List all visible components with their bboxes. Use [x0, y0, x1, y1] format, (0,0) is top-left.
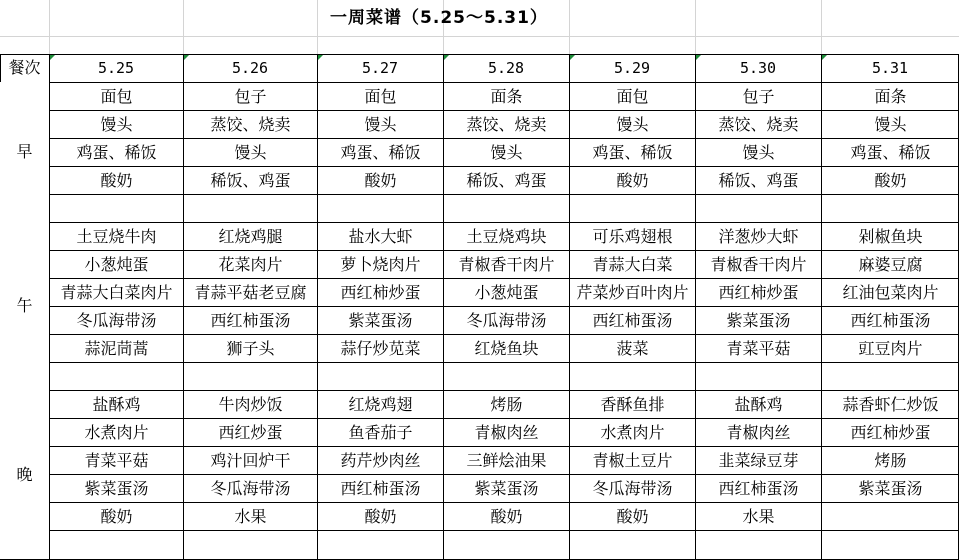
menu-item-cell[interactable]: 西红柿蛋汤: [340, 478, 421, 498]
menu-item-cell[interactable]: [570, 195, 695, 222]
meal-label: 午: [0, 222, 49, 390]
menu-item-cell[interactable]: [50, 363, 183, 390]
menu-item-cell[interactable]: 馒头: [100, 114, 133, 134]
menu-item-cell[interactable]: 蒸饺、烧卖: [210, 114, 291, 134]
comment-marker-icon: [822, 55, 827, 60]
menu-item-cell[interactable]: 牛肉炒饭: [218, 394, 283, 414]
menu-item-cell[interactable]: 紫菜蛋汤: [348, 310, 413, 330]
menu-item-cell[interactable]: 馒头: [490, 142, 523, 162]
menu-item-cell[interactable]: 鱼香茄子: [348, 422, 413, 442]
menu-item-cell[interactable]: [184, 531, 317, 559]
menu-item-cell[interactable]: 面条: [490, 86, 523, 106]
gridline-vertical-light: [821, 0, 822, 54]
menu-item-cell[interactable]: 酸奶: [364, 506, 397, 526]
menu-item-cell[interactable]: [570, 363, 695, 390]
menu-item-cell[interactable]: 青菜平菇: [726, 338, 791, 358]
menu-item-cell[interactable]: 水果: [742, 506, 775, 526]
menu-item-cell[interactable]: [318, 531, 443, 559]
menu-item-cell[interactable]: 冬瓜海带汤: [466, 310, 547, 330]
menu-item-cell[interactable]: 冬瓜海带汤: [592, 478, 673, 498]
menu-item-cell[interactable]: 花菜肉片: [218, 254, 283, 274]
date-header[interactable]: 5.29: [613, 58, 651, 77]
comment-marker-icon: [318, 55, 323, 60]
menu-item-cell[interactable]: 西红柿炒蛋: [850, 422, 931, 442]
menu-item-cell[interactable]: [50, 531, 183, 559]
date-header[interactable]: 5.25: [97, 58, 135, 77]
menu-item-cell[interactable]: 西红柿炒蛋: [718, 282, 799, 302]
menu-item-cell[interactable]: 水煮肉片: [600, 422, 665, 442]
menu-item-cell[interactable]: 面包: [616, 86, 649, 106]
menu-item-cell[interactable]: 水煮肉片: [84, 422, 149, 442]
menu-item-cell[interactable]: 包子: [742, 86, 775, 106]
menu-item-cell[interactable]: [822, 363, 959, 390]
menu-item-cell[interactable]: 蒜仔炒苋菜: [340, 338, 421, 358]
menu-item-cell[interactable]: 青蒜平菇老豆腐: [194, 282, 307, 302]
menu-item-cell[interactable]: 酸奶: [874, 170, 907, 190]
menu-item-cell[interactable]: 酸奶: [100, 506, 133, 526]
sheet-title: 一周菜谱（5.25～5.31）: [330, 7, 548, 28]
menu-item-cell[interactable]: 紫菜蛋汤: [726, 310, 791, 330]
menu-item-cell[interactable]: 萝卜烧肉片: [340, 254, 421, 274]
menu-item-cell[interactable]: 鸡蛋、稀饭: [76, 142, 157, 162]
menu-item-cell[interactable]: [822, 195, 959, 222]
menu-item-cell[interactable]: 盐酥鸡: [734, 394, 783, 414]
menu-item-cell[interactable]: 蒸饺、烧卖: [718, 114, 799, 134]
menu-item-cell[interactable]: [184, 195, 317, 222]
menu-item-cell[interactable]: [444, 363, 569, 390]
date-header[interactable]: 5.30: [739, 58, 777, 77]
menu-item-cell[interactable]: [822, 503, 959, 530]
menu-item-cell[interactable]: 西红柿炒蛋: [340, 282, 421, 302]
date-header[interactable]: 5.26: [231, 58, 269, 77]
menu-item-cell[interactable]: 鸡蛋、稀饭: [850, 142, 931, 162]
menu-item-cell[interactable]: 紫菜蛋汤: [858, 478, 923, 498]
menu-item-cell[interactable]: 可乐鸡翅根: [592, 226, 673, 246]
menu-item-cell[interactable]: 青椒土豆片: [592, 450, 673, 470]
menu-item-cell[interactable]: 紫菜蛋汤: [84, 478, 149, 498]
menu-item-cell[interactable]: 剁椒鱼块: [858, 226, 923, 246]
menu-item-cell[interactable]: 酸奶: [616, 506, 649, 526]
menu-item-cell[interactable]: 鸡汁回炉干: [210, 450, 291, 470]
menu-item-cell[interactable]: 韭菜绿豆芽: [718, 450, 799, 470]
menu-item-cell[interactable]: 面包: [364, 86, 397, 106]
menu-item-cell[interactable]: 红油包菜肉片: [842, 282, 939, 302]
menu-item-cell[interactable]: 豇豆肉片: [858, 338, 923, 358]
menu-item-cell[interactable]: 包子: [234, 86, 267, 106]
gridline-horizontal-light: [0, 36, 959, 37]
menu-item-cell[interactable]: 酸奶: [616, 170, 649, 190]
menu-item-cell[interactable]: 西红柿蛋汤: [718, 478, 799, 498]
menu-item-cell[interactable]: 西红柿蛋汤: [592, 310, 673, 330]
menu-item-cell[interactable]: 红烧鸡翅: [348, 394, 413, 414]
menu-item-cell[interactable]: 香酥鱼排: [600, 394, 665, 414]
comment-marker-icon: [444, 55, 449, 60]
menu-item-cell[interactable]: 狮子头: [226, 338, 275, 358]
menu-item-cell[interactable]: 稀饭、鸡蛋: [210, 170, 291, 190]
menu-item-cell[interactable]: 面条: [874, 86, 907, 106]
meal-label: 早: [0, 82, 49, 222]
date-header[interactable]: 5.28: [487, 58, 525, 77]
meal-label: 晚: [0, 390, 49, 559]
menu-item-cell[interactable]: 馒头: [742, 142, 775, 162]
gridline-vertical-light: [49, 0, 50, 54]
menu-item-cell[interactable]: 土豆烧牛肉: [76, 226, 157, 246]
menu-item-cell[interactable]: 药芹炒肉丝: [340, 450, 421, 470]
menu-item-cell[interactable]: 蒸饺、烧卖: [466, 114, 547, 134]
menu-item-cell[interactable]: 青蒜大白菜肉片: [60, 282, 173, 302]
menu-item-cell[interactable]: 稀饭、鸡蛋: [466, 170, 547, 190]
menu-item-cell[interactable]: [696, 195, 821, 222]
menu-item-cell[interactable]: [318, 195, 443, 222]
menu-item-cell[interactable]: [444, 531, 569, 559]
menu-item-cell[interactable]: [50, 195, 183, 222]
menu-item-cell[interactable]: 洋葱炒大虾: [718, 226, 799, 246]
menu-item-cell[interactable]: 酸奶: [100, 170, 133, 190]
menu-item-cell[interactable]: 水果: [234, 506, 267, 526]
menu-item-cell[interactable]: [318, 363, 443, 390]
menu-item-cell[interactable]: 烤肠: [874, 450, 907, 470]
menu-item-cell[interactable]: 鸡蛋、稀饭: [592, 142, 673, 162]
menu-item-cell[interactable]: 稀饭、鸡蛋: [718, 170, 799, 190]
menu-item-cell[interactable]: 菠菜: [616, 338, 649, 358]
comment-marker-icon: [50, 55, 55, 60]
menu-item-cell[interactable]: 三鲜烩油果: [466, 450, 547, 470]
menu-item-cell[interactable]: 小葱炖蛋: [474, 282, 539, 302]
date-header[interactable]: 5.31: [871, 58, 909, 77]
menu-item-cell[interactable]: [184, 363, 317, 390]
menu-item-cell[interactable]: 青菜平菇: [84, 450, 149, 470]
menu-item-cell[interactable]: 青椒香干肉片: [710, 254, 807, 274]
menu-item-cell[interactable]: 小葱炖蛋: [84, 254, 149, 274]
menu-item-cell[interactable]: 馒头: [616, 114, 649, 134]
menu-item-cell[interactable]: 蒜香虾仁炒饭: [842, 394, 939, 414]
menu-item-cell[interactable]: [696, 531, 821, 559]
menu-item-cell[interactable]: 鸡蛋、稀饭: [340, 142, 421, 162]
menu-item-cell[interactable]: 青椒肉丝: [474, 422, 539, 442]
menu-item-cell[interactable]: 冬瓜海带汤: [210, 478, 291, 498]
menu-item-cell[interactable]: 酸奶: [490, 506, 523, 526]
gridline-vertical-light: [695, 0, 696, 54]
menu-item-cell[interactable]: 青蒜大白菜: [592, 254, 673, 274]
menu-item-cell[interactable]: 冬瓜海带汤: [76, 310, 157, 330]
menu-item-cell[interactable]: 芹菜炒百叶肉片: [576, 282, 689, 302]
menu-item-cell[interactable]: [696, 363, 821, 390]
menu-item-cell[interactable]: 麻婆豆腐: [858, 254, 923, 274]
menu-item-cell[interactable]: 青椒香干肉片: [458, 254, 555, 274]
menu-item-cell[interactable]: 盐水大虾: [348, 226, 413, 246]
date-header[interactable]: 5.27: [361, 58, 399, 77]
comment-marker-icon: [184, 55, 189, 60]
menu-item-cell[interactable]: [444, 195, 569, 222]
menu-item-cell[interactable]: 西红炒蛋: [218, 422, 283, 442]
menu-item-cell[interactable]: 青椒肉丝: [726, 422, 791, 442]
menu-item-cell[interactable]: 蒜泥茼蒿: [84, 338, 149, 358]
menu-item-cell[interactable]: 馒头: [364, 114, 397, 134]
menu-item-cell[interactable]: [570, 531, 695, 559]
menu-item-cell[interactable]: 馒头: [234, 142, 267, 162]
menu-item-cell[interactable]: 西红柿蛋汤: [210, 310, 291, 330]
menu-item-cell[interactable]: 红烧鱼块: [474, 338, 539, 358]
menu-item-cell[interactable]: 烤肠: [490, 394, 523, 414]
menu-item-cell[interactable]: 紫菜蛋汤: [474, 478, 539, 498]
comment-marker-icon: [570, 55, 575, 60]
menu-item-cell[interactable]: 土豆烧鸡块: [466, 226, 547, 246]
menu-item-cell[interactable]: [822, 531, 959, 559]
menu-item-cell[interactable]: 酸奶: [364, 170, 397, 190]
menu-item-cell[interactable]: 面包: [100, 86, 133, 106]
comment-marker-icon: [696, 55, 701, 60]
menu-item-cell[interactable]: 红烧鸡腿: [218, 226, 283, 246]
menu-item-cell[interactable]: 西红柿蛋汤: [850, 310, 931, 330]
header-meal-label: 餐次: [8, 58, 41, 77]
menu-item-cell[interactable]: 馒头: [874, 114, 907, 134]
menu-item-cell[interactable]: 盐酥鸡: [92, 394, 141, 414]
